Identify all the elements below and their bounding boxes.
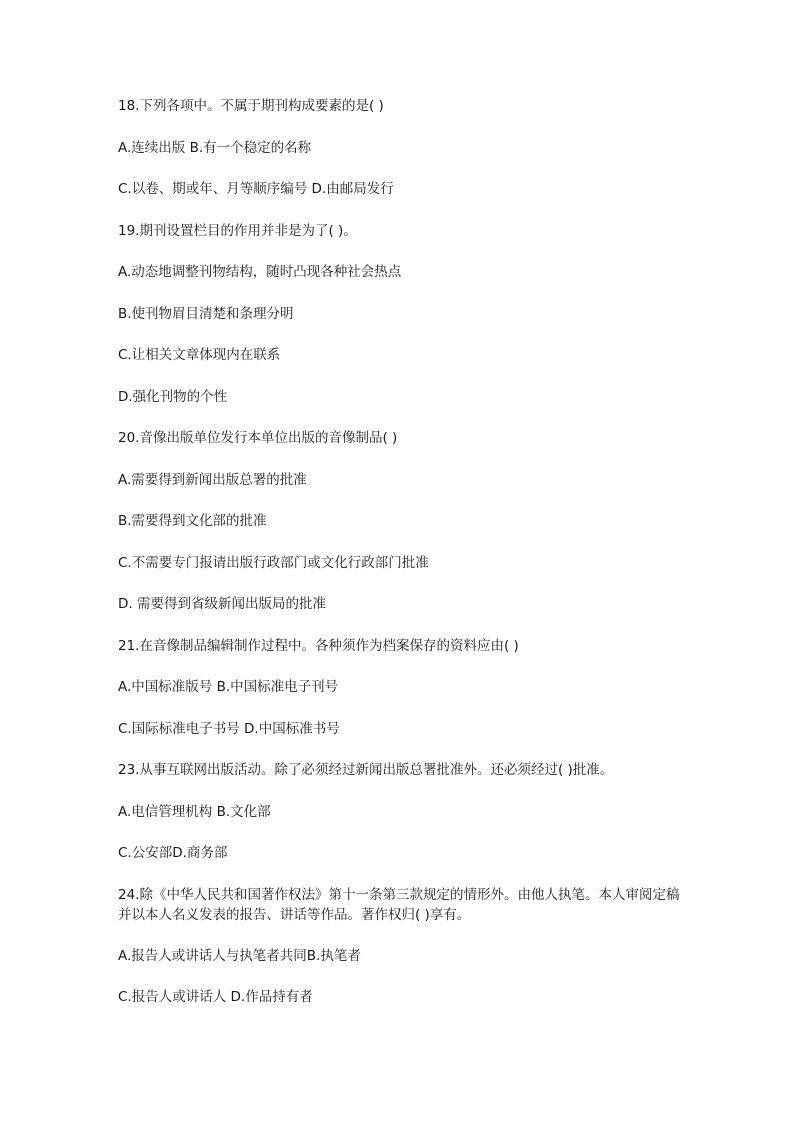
question-23: 23.从事互联网出版活动。除了必须经过新闻出版总署批准外。还必须经过( )批准。	[118, 762, 614, 778]
question-20-option-d: D. 需要得到省级新闻出版局的批准	[118, 596, 326, 612]
question-21-options-ab: A.中国标准版号 B.中国标准电子刊号	[118, 679, 339, 695]
question-20: 20.音像出版单位发行本单位出版的音像制品( )	[118, 430, 398, 446]
question-24-options-cd: C.报告人或讲话人 D.作品持有者	[118, 989, 313, 1005]
question-20-option-c: C.不需要专门报请出版行政部门或文化行政部门批准	[118, 554, 429, 571]
question-23-options-cd: C.公安部D.商务部	[118, 845, 228, 861]
question-19-option-c: C.让相关文章体现内在联系	[118, 347, 281, 363]
question-19-option-b: B.使刊物眉目清楚和条理分明	[118, 305, 294, 322]
question-24-options-ab: A.报告人或讲话人与执笔者共同B.执笔者	[118, 947, 361, 964]
question-18-options-cd: C.以卷、期或年、月等顺序编号 D.由邮局发行	[118, 181, 394, 197]
question-19: 19.期刊设置栏目的作用并非是为了( )。	[118, 222, 357, 239]
question-21: 21.在音像制品编辑制作过程中。各种须作为档案保存的资料应由( )	[118, 637, 519, 654]
question-19-option-d: D.强化刊物的个性	[118, 388, 228, 405]
question-18-options-ab: A.连续出版 B.有一个稳定的名称	[118, 139, 312, 156]
question-20-option-b: B.需要得到文化部的批准	[118, 513, 267, 529]
question-24: 24.除《中华人民共和国著作权法》第十一条第三款规定的情形外。由他人执笔。本人审阅定稿并以本人名义发表的报告、讲话等作品。著作权归( )享有。	[118, 886, 680, 923]
question-19-option-a: A.动态地调整刊物结构，随时凸现各种社会热点	[118, 264, 402, 280]
question-21-options-cd: C.国际标准电子书号 D.中国标准书号	[118, 720, 340, 737]
question-18: 18.下列各项中。不属于期刊构成要素的是( )	[118, 98, 384, 114]
question-20-option-a: A.需要得到新闻出版总署的批准	[118, 471, 307, 488]
question-23-options-ab: A.电信管理机构 B.文化部	[118, 803, 271, 820]
document-body	[118, 96, 688, 1007]
